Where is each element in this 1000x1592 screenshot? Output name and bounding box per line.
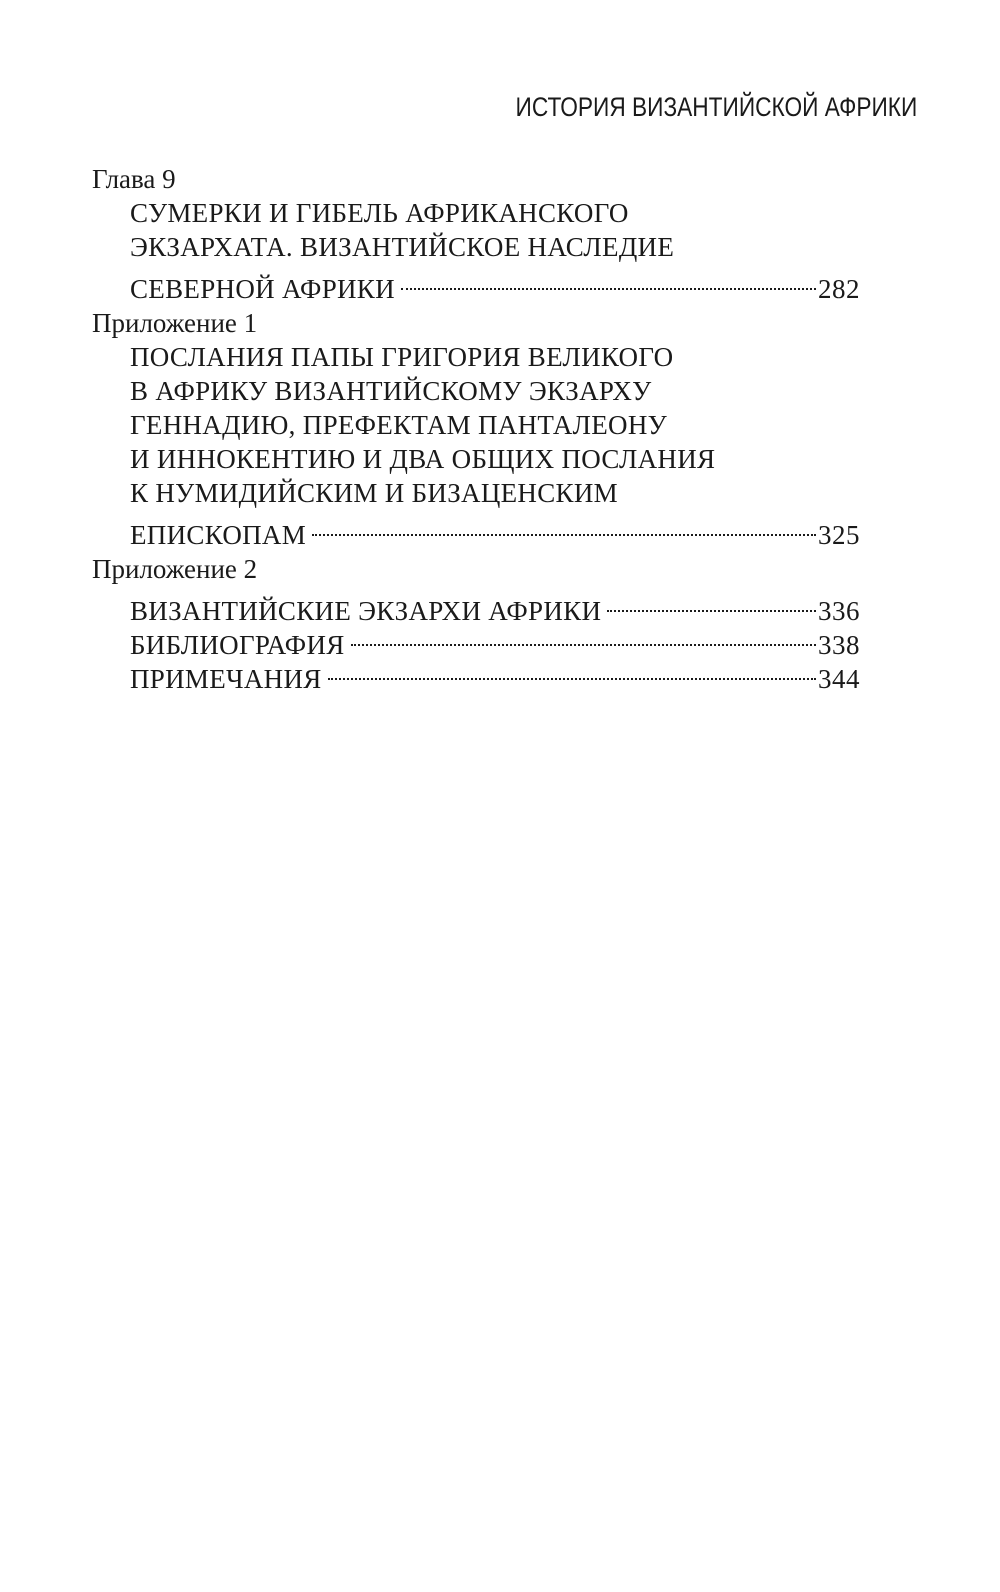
- section-label: Приложение 1: [92, 308, 258, 338]
- entry-last-line: [130, 510, 860, 550]
- running-header: ИСТОРИЯ ВИЗАНТИЙСКОЙ АФРИКИ: [515, 92, 917, 122]
- entry-title-line: ЕПИСКОПАМ: [130, 520, 307, 550]
- section-label: Приложение 2: [92, 554, 258, 584]
- entry-title-line: СУМЕРКИ И ГИБЕЛЬ АФРИКАНСКОГО: [130, 198, 629, 228]
- section-label: Глава 9: [92, 164, 176, 194]
- toc-section-appendix-1: [92, 306, 860, 550]
- entry-title-line: В АФРИКУ ВИЗАНТИЙСКОМУ ЭКЗАРХУ: [130, 376, 652, 406]
- entry-title-line: ГЕННАДИЮ, ПРЕФЕКТАМ ПАНТАЛЕОНУ: [130, 410, 668, 440]
- entry-title-line: ПОСЛАНИЯ ПАПЫ ГРИГОРИЯ ВЕЛИКОГО: [130, 342, 674, 372]
- dot-leader: [401, 264, 816, 298]
- entry-last-line: [130, 264, 860, 304]
- toc-section-chapter-9: [92, 162, 860, 304]
- dot-leader: [328, 654, 816, 688]
- entry-title-line: И ИННОКЕНТИЮ И ДВА ОБЩИХ ПОСЛАНИЯ: [130, 444, 716, 474]
- dot-leader: [351, 620, 816, 654]
- entry-title-line: БИБЛИОГРАФИЯ: [130, 630, 345, 660]
- entry-title-line: ЭКЗАРХАТА. ВИЗАНТИЙСКОЕ НАСЛЕДИЕ: [130, 232, 675, 262]
- toc-entry[interactable]: [92, 586, 860, 626]
- toc-entry[interactable]: [92, 340, 860, 550]
- table-of-contents: [92, 162, 860, 696]
- entry-title-line: СЕВЕРНОЙ АФРИКИ: [130, 274, 395, 304]
- page-number: 336: [818, 596, 860, 626]
- dot-leader: [312, 510, 816, 544]
- entry-title-line: ВИЗАНТИЙСКИЕ ЭКЗАРХИ АФРИКИ: [130, 596, 602, 626]
- entry-title-line: ПРИМЕЧАНИЯ: [130, 664, 322, 694]
- entry-last-line: [130, 586, 860, 626]
- page-number: 282: [818, 274, 860, 304]
- toc-section-appendix-2: [92, 552, 860, 694]
- page-number: 325: [818, 520, 860, 550]
- page-number: 338: [818, 630, 860, 660]
- entry-title-line: К НУМИДИЙСКИМ И БИЗАЦЕНСКИМ: [130, 478, 618, 508]
- page-number: 344: [818, 664, 860, 694]
- dot-leader: [607, 586, 816, 620]
- toc-entry[interactable]: [92, 196, 860, 304]
